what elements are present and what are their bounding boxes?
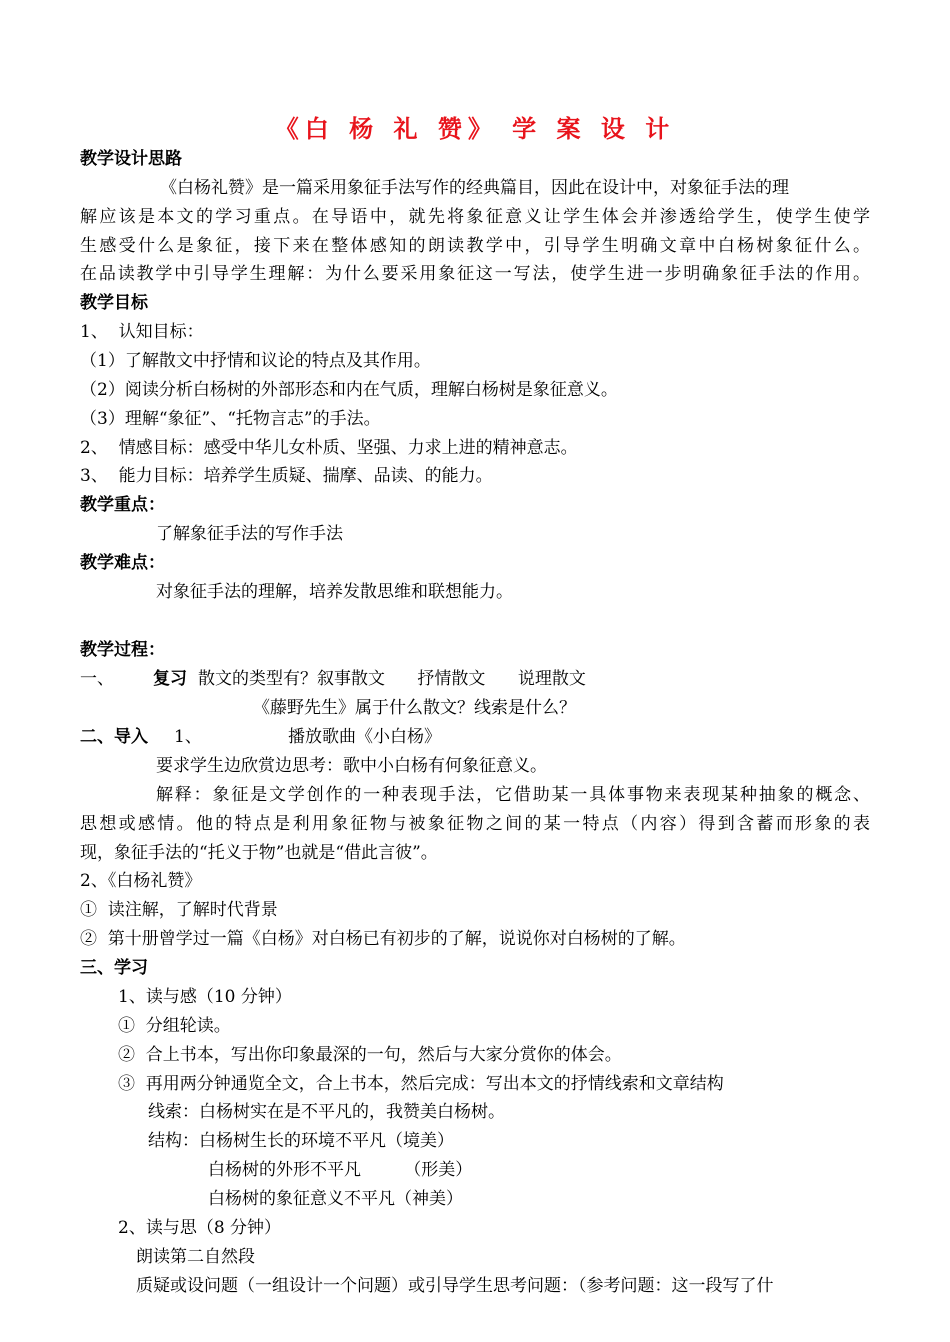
study-1-title: 1、读与感（10 分钟） [118,987,292,1007]
item-2-sub-1: ① 读注解，了解时代背景 [80,900,278,920]
goal-item-3: （3）理解“象征”、“托物言志”的手法。 [80,409,381,429]
goals-heading: 教学目标 [80,293,148,313]
item-2-sub-2: ② 第十册曾学过一篇《白杨》对白杨已有初步的了解，说说你对白杨树的了解。 [80,929,686,949]
intro-song: 播放歌曲《小白杨》 [288,727,441,747]
key-text: 了解象征手法的写作手法 [156,524,343,544]
review-text: 散文的类型有？叙事散文 抒情散文 说理散文 [198,669,586,689]
structure-line-1: 结构：白杨树生长的环境不平凡（境美） [148,1131,454,1151]
clue-text: 线索：白杨树实在是不平凡的，我赞美白杨树。 [148,1102,505,1122]
structure-line-2: 白杨树的外形不平凡 （形美） [208,1160,473,1180]
study-1-item-2: ② 合上书本，写出你印象最深的一句，然后与大家分赏你的体会。 [118,1045,622,1065]
review-question: 《藤野先生》属于什么散文？线索是什么？ [253,698,576,718]
design-paragraph-line-1: 《白杨礼赞》是一篇采用象征手法写作的经典篇目，因此在设计中，对象征手法的理 [160,178,789,198]
goal-item-1: （1）了解散文中抒情和议论的特点及其作用。 [80,351,431,371]
design-paragraph-line-4: 在品读教学中引导学生理解：为什么要采用象征这一写法，使学生进一步明确象征手法的作用。 [80,264,870,284]
difficulty-text: 对象征手法的理解，培养发散思维和联想能力。 [156,582,513,602]
explanation-line-2: 思想或感情。他的特点是利用象征物与被象征物之间的某一特点（内容）得到含蓄而形象的表 [80,814,870,834]
explanation-line-1: 解释：象征是文学创作的一种表现手法，它借助某一具体事物来表现某种抽象的概念、 [156,785,870,805]
intro-requirement: 要求学生边欣赏边思考：歌中小白杨有何象征意义。 [156,756,547,776]
study-1-item-3: ③ 再用两分钟通览全文，合上书本，然后完成：写出本文的抒情线索和文章结构 [118,1074,724,1094]
process-heading: 教学过程： [80,640,165,660]
design-paragraph-line-3: 生感受什么是象征，接下来在整体感知的朗读教学中，引导学生明确文章中白杨树象征什么。 [80,236,870,256]
explanation-line-3: 现，象征手法的“托义于物”也就是“借此言彼”。 [80,843,438,863]
structure-line-3: 白杨树的象征意义不平凡（神美） [208,1189,463,1209]
study-2-title: 2、读与思（8 分钟） [118,1218,282,1238]
goal-cognitive: 1、 认知目标： [80,322,204,342]
review-label: 复习 [153,669,187,689]
document-title: 《白 杨 礼 赞》 学 案 设 计 [274,114,676,143]
goal-emotional: 2、 情感目标：感受中华儿女朴质、坚强、力求上进的精神意志。 [80,438,578,458]
review-number: 一、 [80,669,114,689]
goal-item-2: （2）阅读分析白杨树的外部形态和内在气质，理解白杨树是象征意义。 [80,380,618,400]
intro-label: 二、导入 [80,727,148,747]
difficulty-heading: 教学难点： [80,553,165,573]
study-heading: 三、学习 [80,958,148,978]
study-2-line-1: 朗读第二自然段 [136,1247,255,1267]
key-heading: 教学重点： [80,495,165,515]
design-paragraph-line-2: 解应该是本文的学习重点。在导语中，就先将象征意义让学生体会并渗透给学生，使学生使学 [80,207,870,227]
study-2-line-2: 质疑或设问题（一组设计一个问题）或引导学生思考问题：（参考问题：这一段写了什 [136,1276,774,1296]
intro-item-number: 1、 [174,727,202,747]
design-heading: 教学设计思路 [80,149,182,169]
goal-ability: 3、 能力目标：培养学生质疑、揣摩、品读、的能力。 [80,466,493,486]
study-1-item-1: ① 分组轮读。 [118,1016,231,1036]
item-2-title: 2、《白杨礼赞》 [80,871,202,891]
